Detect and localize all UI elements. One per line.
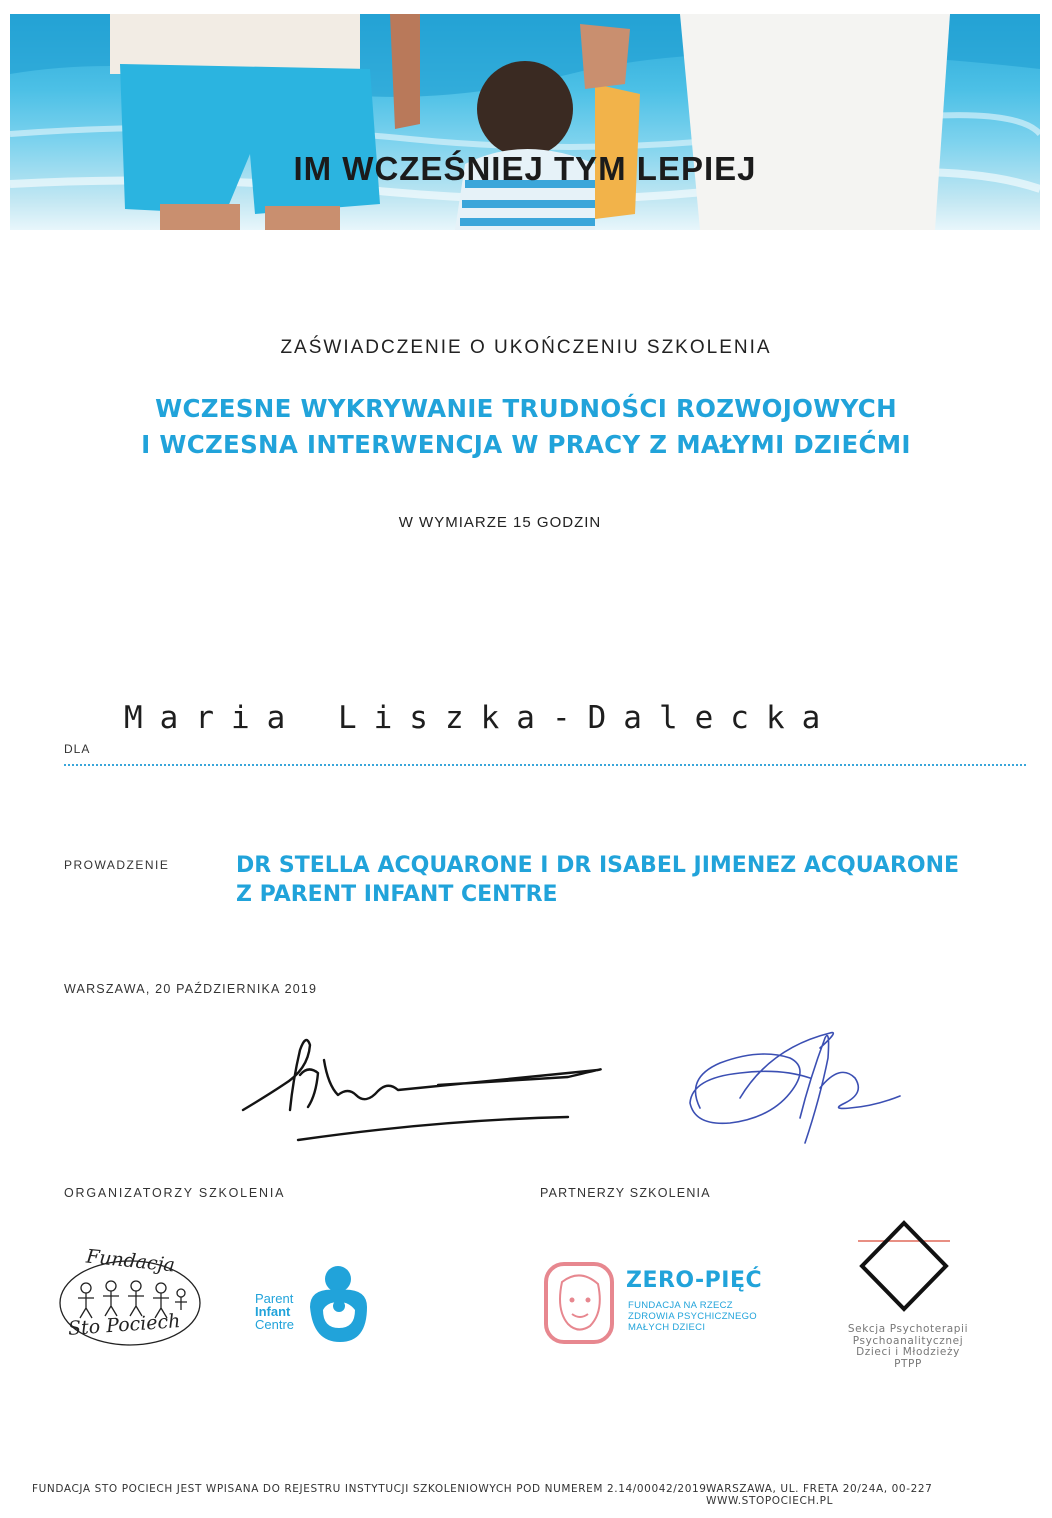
- sto-pociech-line1: Fundacja: [85, 1245, 176, 1277]
- beach-family-photo: [10, 14, 1040, 230]
- sto-pociech-line2: Sto Pociech: [67, 1310, 182, 1340]
- for-label: DLA: [64, 742, 91, 756]
- course-title: [0, 391, 1052, 463]
- organizers-label: ORGANIZATORZY SZKOLENIA: [64, 1186, 286, 1200]
- ptpp-logo: [838, 1220, 978, 1370]
- certificate-subtitle: ZAŚWIADCZENIE O UKOŃCZENIU SZKOLENIA: [280, 337, 772, 358]
- partners-label: PARTNERZY SZKOLENIA: [540, 1186, 711, 1200]
- signature-left: [238, 1025, 618, 1150]
- zero-piec-title: ZERO-PIĘĆ: [626, 1268, 763, 1293]
- header-banner-photo: [10, 14, 1040, 230]
- recipient-dotted-line: [64, 764, 1026, 766]
- lead-label: PROWADZENIE: [64, 858, 170, 872]
- footer-address: WARSZAWA, UL. FRETA 20/24A, 00-227 WWW.STOPOCIECH.PL: [706, 1483, 933, 1507]
- place-date: WARSZAWA, 20 PAŹDZIERNIKA 2019: [64, 982, 318, 996]
- ptpp-line4: PTPP: [894, 1357, 922, 1370]
- ptpp-line2: Psychoanalitycznej: [852, 1334, 964, 1347]
- zero-piec-face-icon: [544, 1262, 616, 1344]
- zero-piec-sub2: ZDROWIA PSYCHICZNEGO: [628, 1311, 757, 1322]
- footer-registry: FUNDACJA STO POCIECH JEST WPISANA DO REJESTRU INSTYTUCJI SZKOLENIOWYCH POD NUMEREM 2.14/00042/2019: [32, 1483, 707, 1495]
- zero-piec-logo: [544, 1262, 774, 1347]
- pic-line2: Infant: [255, 1304, 291, 1319]
- zero-piec-sub1: FUNDACJA NA RZECZ: [628, 1300, 733, 1311]
- lecturers-line1: DR STELLA ACQUARONE I DR ISABEL JIMENEZ ACQUARONE: [236, 853, 960, 878]
- ptpp-line3: Dzieci i Młodzieży: [856, 1346, 960, 1358]
- lecturers-line2: Z PARENT INFANT CENTRE: [236, 882, 558, 907]
- course-title-line2: I WCZESNA INTERWENCJA W PRACY Z MAŁYMI DZIEĆMI: [141, 430, 911, 459]
- pic-line1: Parent: [255, 1291, 294, 1306]
- lecturers: [236, 851, 959, 909]
- ptpp-diamond-icon: [856, 1220, 952, 1312]
- course-hours: W WYMIARZE 15 GODZIN: [398, 514, 602, 531]
- pic-mother-child-icon: [305, 1262, 375, 1344]
- zero-piec-sub3: MAŁYCH DZIECI: [628, 1322, 706, 1333]
- sto-pociech-logo: [56, 1245, 204, 1348]
- parent-infant-centre-logo: [255, 1262, 385, 1347]
- course-title-line1: WCZESNE WYKRYWANIE TRUDNOŚCI ROZWOJOWYCH: [155, 394, 897, 423]
- recipient-name: Maria Liszka-Dalecka: [124, 700, 838, 736]
- signature-right: [680, 1018, 910, 1158]
- ptpp-line1: Sekcja Psychoterapii: [847, 1323, 969, 1335]
- pic-line3: Centre: [255, 1317, 295, 1332]
- banner-title: IM WCZEŚNIEJ TYM LEPIEJ: [293, 150, 757, 187]
